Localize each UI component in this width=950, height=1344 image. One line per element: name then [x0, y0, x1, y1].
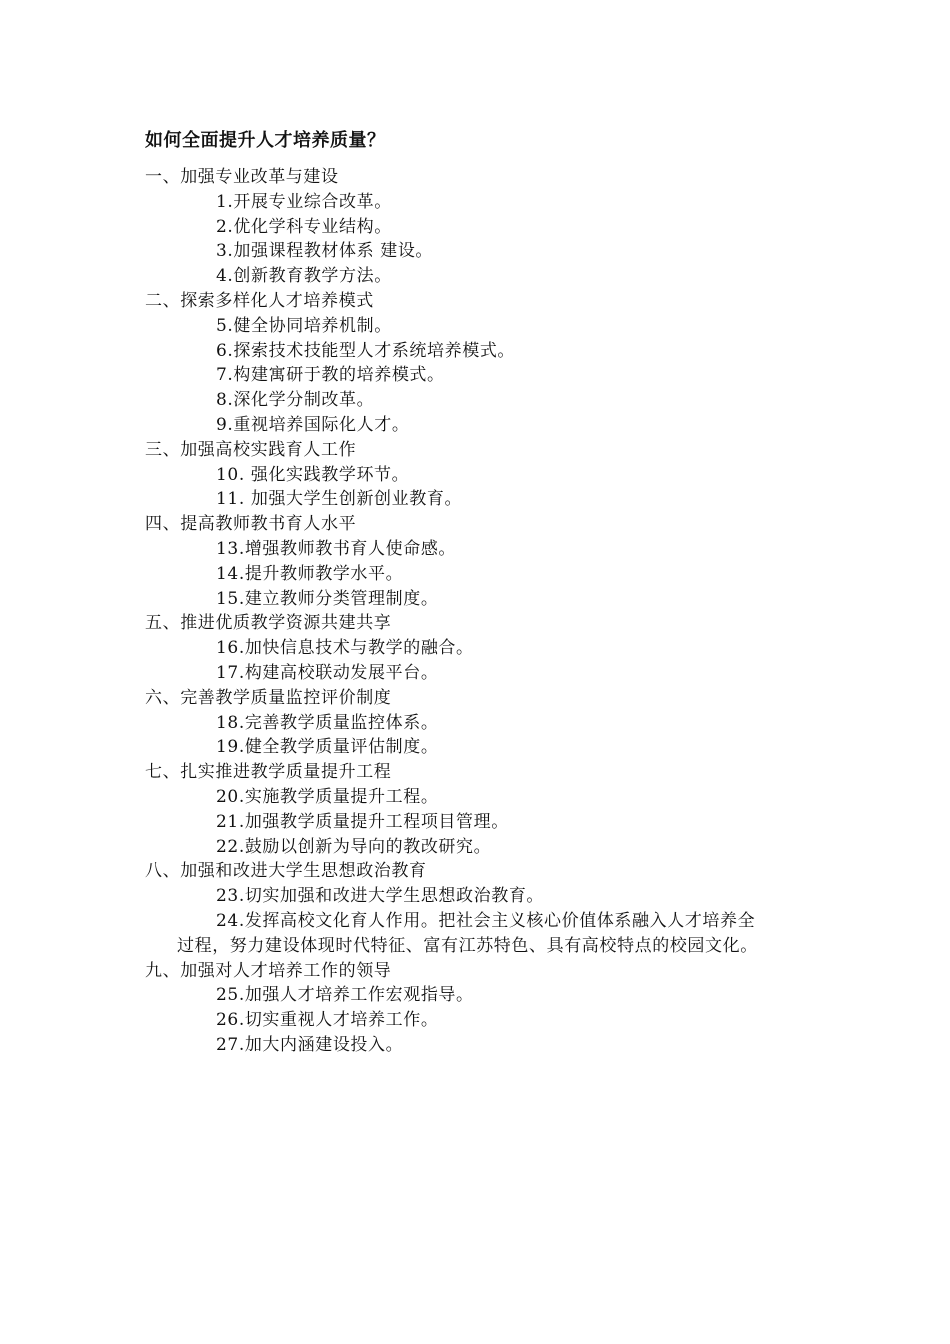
- section-heading: 一、加强专业改革与建设: [145, 167, 339, 187]
- list-item: 13.增强教师教书育人使命感。: [216, 538, 457, 559]
- section-heading: 三、加强高校实践育人工作: [145, 439, 357, 460]
- section-heading: 二、探索多样化人才培养模式: [145, 290, 374, 311]
- list-item: 25.加强人才培养工作宏观指导。: [216, 985, 474, 1006]
- section-heading: 九、加强对人才培养工作的领导: [145, 960, 392, 981]
- list-item: 11. 加强大学生创新创业教育。: [216, 489, 463, 510]
- section-heading: 四、提高教师教书育人水平: [145, 514, 357, 535]
- list-item: 26.切实重视人才培养工作。: [216, 1010, 439, 1031]
- list-item: 20.实施教学质量提升工程。: [216, 786, 439, 807]
- list-item: 2.优化学科专业结构。: [216, 216, 392, 237]
- list-item: 6.探索技术技能型人才系统培养模式。: [216, 340, 516, 361]
- section-heading: 八、加强和改进大学生思想政治教育: [145, 861, 427, 882]
- list-item: 9.重视培养国际化人才。: [216, 414, 410, 435]
- list-item-wrapped: [145, 909, 815, 959]
- section-heading: 六、完善教学质量监控评价制度: [145, 687, 392, 708]
- list-item: 22.鼓励以创新为导向的教改研究。: [216, 836, 492, 857]
- list-item: 19.健全教学质量评估制度。: [216, 737, 439, 758]
- list-item: 3.加强课程教材体系 建设。: [216, 241, 434, 262]
- page-title: 如何全面提升人才培养质量？: [145, 130, 386, 151]
- list-item: 23.切实加强和改进大学生思想政治教育。: [216, 886, 545, 907]
- list-item: 10. 强化实践教学环节。: [216, 464, 410, 485]
- list-item: 8.深化学分制改革。: [216, 390, 375, 411]
- list-item: 5.健全协同培养机制。: [216, 315, 392, 336]
- list-item: 15.建立教师分类管理制度。: [216, 588, 439, 609]
- list-item: 1.开展专业综合改革。: [216, 191, 392, 212]
- list-item: 7.构建寓研于教的培养模式。: [216, 365, 445, 386]
- list-item: 21.加强教学质量提升工程项目管理。: [216, 811, 509, 832]
- section-heading: 七、扎实推进教学质量提升工程: [145, 762, 392, 783]
- document-body: [145, 165, 815, 1058]
- list-item: 17.构建高校联动发展平台。: [216, 662, 439, 683]
- list-item: 14.提升教师教学水平。: [216, 563, 404, 584]
- list-item: 27.加大内涵建设投入。: [216, 1034, 404, 1055]
- list-item: 4.创新教育教学方法。: [216, 266, 392, 287]
- wrapped-item-line-2: 过程，努力建设体现时代特征、富有江苏特色、具有高校特点的校园文化。: [177, 935, 758, 956]
- list-item: 16.加快信息技术与教学的融合。: [216, 638, 474, 659]
- section-heading: 五、推进优质教学资源共建共享: [145, 613, 392, 634]
- list-item: 18.完善教学质量监控体系。: [216, 712, 439, 733]
- wrapped-item-line-1: 24.发挥高校文化育人作用。把社会主义核心价值体系融入人才培养全: [216, 910, 756, 931]
